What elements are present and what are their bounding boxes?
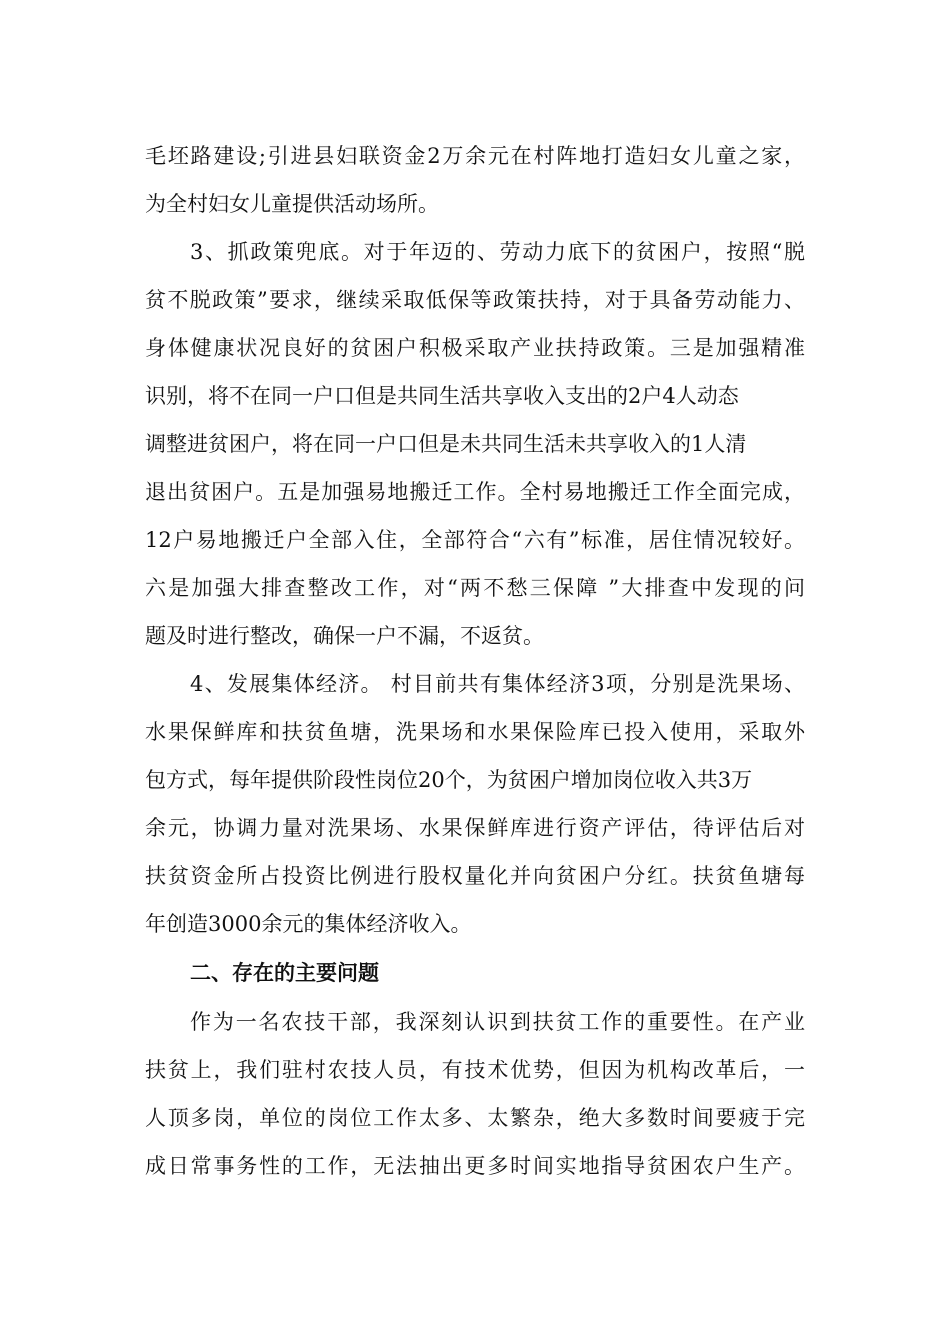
text-line: 贫不脱政策”要求，继续采取低保等政策扶持，对于具备劳动能力、	[145, 288, 805, 312]
text-line: 包方式，每年提供阶段性岗位20个，为贫困户增加岗位收入共3万	[145, 768, 753, 792]
paragraph-start: 4、发展集体经济。 村目前共有集体经济3项，分别是洗果场、	[190, 672, 805, 696]
text-line: 毛坯路建设;引进县妇联资金2万余元在村阵地打造妇女儿童之家，	[145, 144, 805, 168]
text-line: 人顶多岗，单位的岗位工作太多、太繁杂，绝大多数时间要疲于完	[145, 1106, 805, 1130]
text-line: 身体健康状况良好的贫困户积极采取产业扶持政策。三是加强精准	[145, 336, 805, 360]
text-line: 水果保鲜库和扶贫鱼塘，洗果场和水果保险库已投入使用，采取外	[145, 720, 805, 744]
text-line: 成日常事务性的工作，无法抽出更多时间实地指导贫困农户生产。	[145, 1154, 805, 1178]
text-line: 六是加强大排查整改工作，对“两不愁三保障 ”大排查中发现的问	[145, 576, 805, 600]
text-line: 为全村妇女儿童提供活动场所。	[145, 192, 439, 216]
text-line: 题及时进行整改，确保一户不漏，不返贫。	[145, 624, 544, 648]
document-body	[145, 132, 805, 1190]
text-line: 12户易地搬迁户全部入住，全部符合“六有”标准，居住情况较好。	[145, 528, 805, 552]
text-line: 扶贫上，我们驻村农技人员，有技术优势，但因为机构改革后，一	[145, 1058, 805, 1082]
text-line: 年创造3000余元的集体经济收入。	[145, 912, 472, 936]
text-line: 退出贫困户。五是加强易地搬迁工作。全村易地搬迁工作全面完成，	[145, 480, 805, 504]
paragraph-start: 3、抓政策兜底。对于年迈的、劳动力底下的贫困户，按照“脱	[190, 240, 805, 264]
text-line: 扶贫资金所占投资比例进行股权量化并向贫困户分红。扶贫鱼塘每	[145, 864, 805, 888]
text-line: 调整进贫困户，将在同一户口但是未共同生活未共享收入的1人清	[145, 432, 747, 456]
section-heading: 二、存在的主要问题	[190, 960, 379, 985]
text-line: 识别，将不在同一户口但是共同生活共享收入支出的2户4人动态	[145, 384, 739, 408]
text-line: 余元，协调力量对洗果场、水果保鲜库进行资产评估，待评估后对	[145, 816, 805, 840]
paragraph-start: 作为一名农技干部，我深刻认识到扶贫工作的重要性。在产业	[190, 1010, 805, 1034]
